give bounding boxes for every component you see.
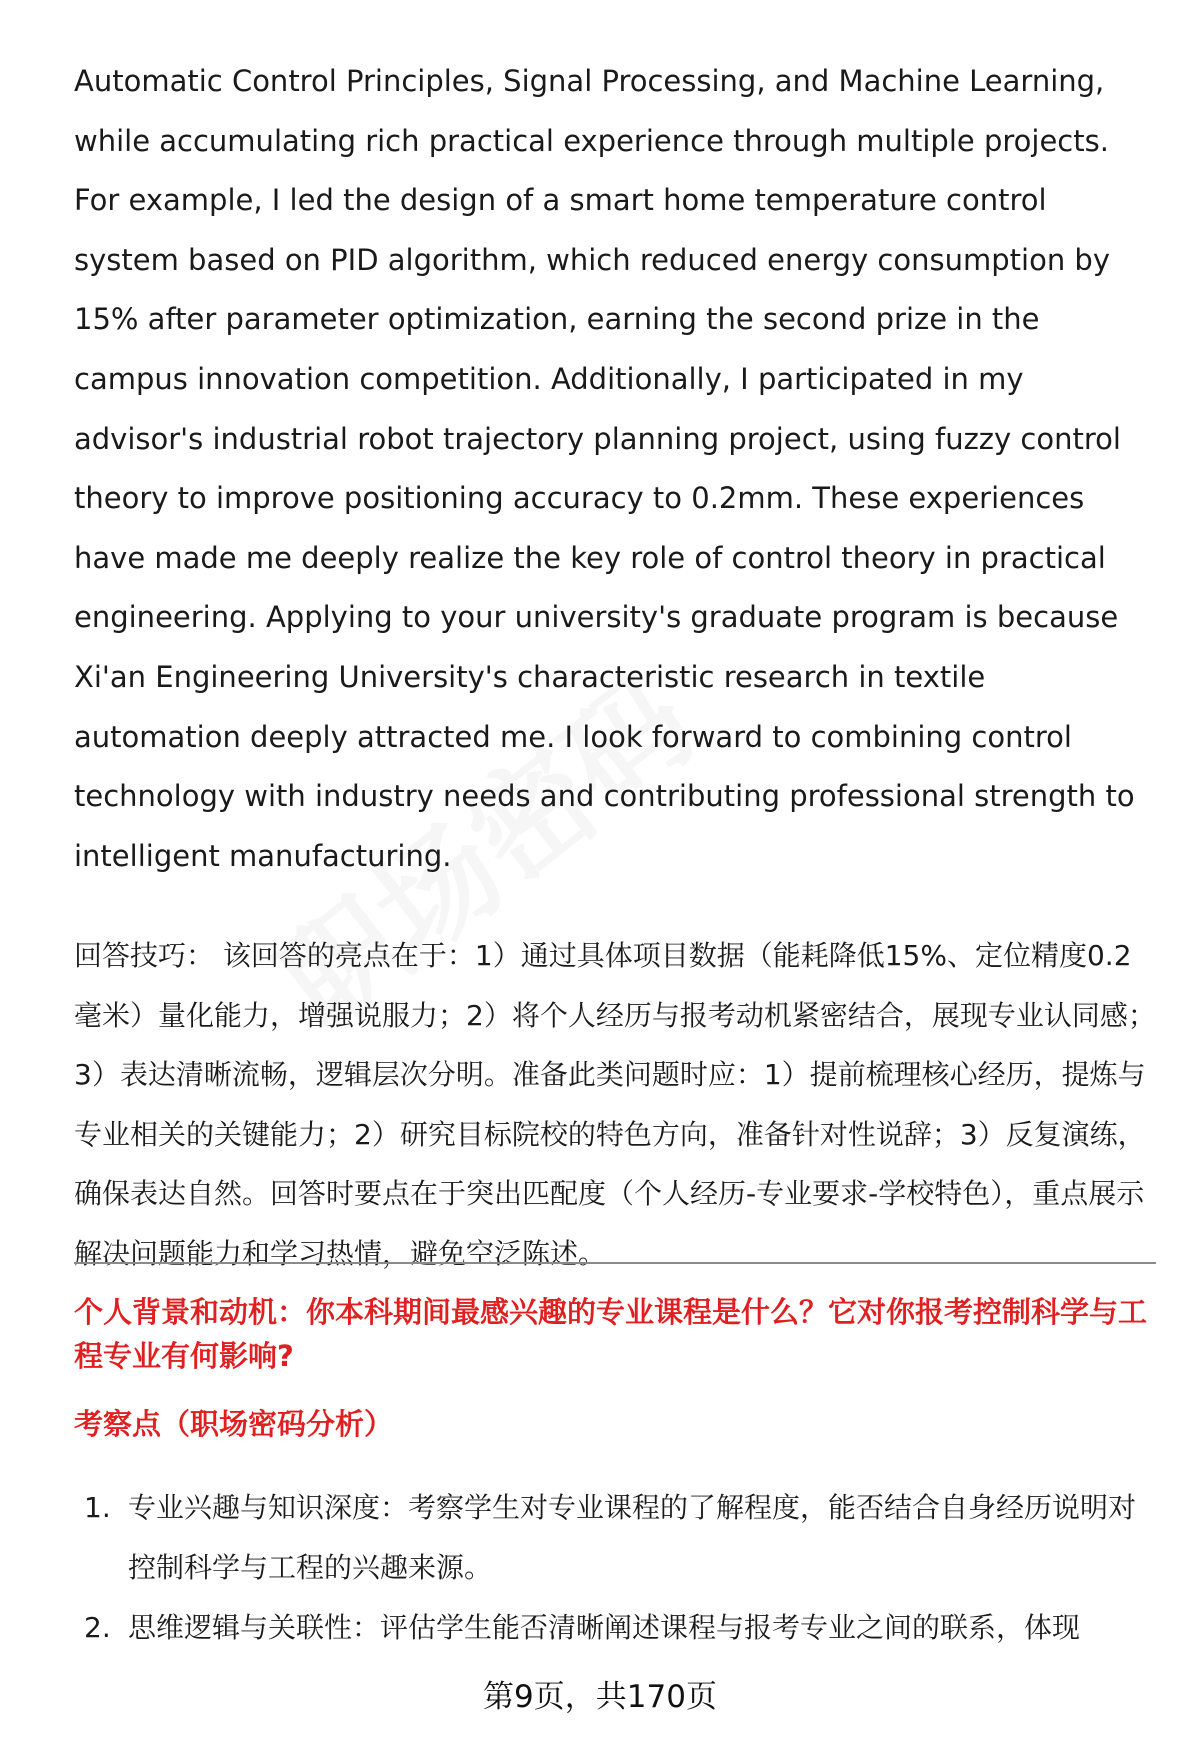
answer-paragraph: Automatic Control Principles, Signal Processing, and Machine Learning, while accumulating rich practical experience through multiple projects. For example, I led the design of a smart home temperature control system based on PID algorithm, which reduced energy consumption by 15% after parameter optimization, earning the second prize in the campus innovation competition. Additionally, I participated in my advisor's industrial robot trajectory planning project, using fuzzy control theory to improve positioning accuracy to 0.2mm. These experiences have made me deeply realize the key role of control theory in practical engineering. Applying to your university's graduate program is because Xi'an Engineering University's characteristic research in textile automation deeply attracted me. I look forward to combining control technology with industry needs and contributing professional strength to intelligent manufacturing.	[74, 64, 1135, 873]
tips-label: 回答技巧：	[74, 939, 215, 973]
page-number-footer: 第9页，共170页	[483, 1679, 717, 1715]
list-item	[74, 1478, 1156, 1598]
page-content	[74, 52, 1156, 1283]
list-item-text: 专业兴趣与知识深度：考察学生对专业课程的了解程度，能否结合自身经历说明对控制科学与工程的兴趣来源。	[128, 1491, 1137, 1584]
list-item-number: 2.	[84, 1611, 111, 1644]
list-item-number: 1.	[84, 1491, 111, 1524]
tips-text: 该回答的亮点在于：1）通过具体项目数据（能耗降低15%、定位精度0.2毫米）量化能力，增强说服力；2）将个人经历与报考动机紧密结合，展现专业认同感；3）表达清晰流畅，逻辑层次分明。准备此类问题时应：1）提前梳理核心经历，提炼与专业相关的关键能力；2）研究目标院校的特色方向，准备针对性说辞；3）反复演练，确保表达自然。回答时要点在于突出匹配度（个人经历-专业要求-学校特色），重点展示解决问题能力和学习热情，避免空泛陈述。	[74, 939, 1156, 1270]
list-item-text: 思维逻辑与关联性：评估学生能否清晰阐述课程与报考专业之间的联系，体现	[128, 1611, 1081, 1644]
assessment-points-list	[74, 1478, 1156, 1658]
tips-paragraph	[74, 926, 1156, 1283]
section-divider	[74, 1262, 1156, 1264]
question-heading: 个人背景和动机：你本科期间最感兴趣的专业课程是什么？它对你报考控制科学与工程专业有何影响?	[74, 1295, 1148, 1373]
list-item	[74, 1598, 1156, 1658]
assessment-points-heading: 考察点（职场密码分析）	[74, 1407, 394, 1441]
